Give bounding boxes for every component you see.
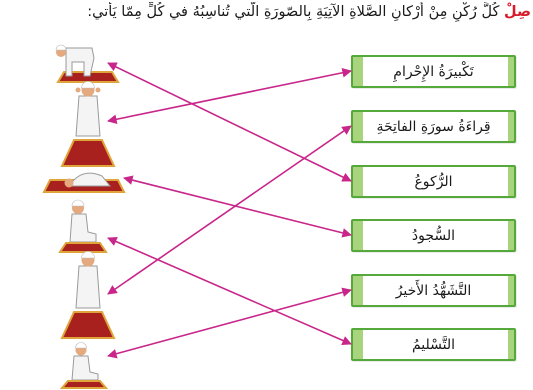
pillar-label: تَكْبيرَةُ الإِحْرامِ [393, 63, 474, 80]
cap-icon [76, 343, 87, 349]
picture-sujud[interactable] [44, 173, 124, 192]
pillar-box-ruku[interactable] [351, 165, 516, 198]
pillar-box-taslim[interactable] [351, 328, 516, 361]
sitting-worshipper-icon [70, 214, 96, 242]
pillar-label: قِراءَةُ سورَةِ الفاتِحَةِ [376, 118, 491, 135]
pillar-label: السُّجودُ [411, 227, 456, 244]
raised-hand-icon [96, 88, 101, 93]
sitting-worshipper-icon [72, 356, 98, 380]
head-icon [65, 179, 74, 188]
picture-taslim[interactable] [62, 343, 106, 389]
prostrating-worshipper-icon [72, 173, 110, 186]
cap-icon [72, 200, 84, 206]
pillar-label: التَّسْليمُ [411, 336, 456, 353]
instruction-text: كُلَّ رُكْنٍ مِنْ أَرْكانِ الصَّلاةِ الآتِيَةِ بِالصّورَةِ الَّتي تُناسِبُهُ في كُلٍّ مِمّا يَأْتي: [87, 4, 505, 20]
pillar-box-sujud[interactable] [351, 219, 516, 252]
picture-takbir[interactable] [62, 82, 114, 167]
pillar-label: التَّشَهُّدُ الأَخيرُ [395, 282, 472, 299]
pillar-box-tashahhud[interactable] [351, 274, 516, 307]
prayer-rug-icon [62, 381, 106, 388]
standing-worshipper-icon [76, 96, 100, 136]
instruction-verb: صِلْ [504, 4, 531, 20]
picture-qiyam[interactable] [62, 252, 114, 338]
prayer-rug-icon [62, 140, 114, 166]
pillar-box-takbirat-al-ihram[interactable] [351, 55, 516, 88]
raised-hand-icon [76, 88, 81, 93]
picture-ruku[interactable] [56, 45, 118, 82]
cap-icon [56, 45, 66, 50]
prayer-rug-icon [60, 243, 106, 252]
pillar-box-fatiha[interactable] [351, 110, 516, 143]
standing-worshipper-icon [76, 266, 100, 308]
prayer-rug-icon [62, 312, 114, 338]
pillar-label: الرُّكوعُ [414, 173, 453, 190]
picture-tashahhud[interactable] [60, 200, 106, 252]
